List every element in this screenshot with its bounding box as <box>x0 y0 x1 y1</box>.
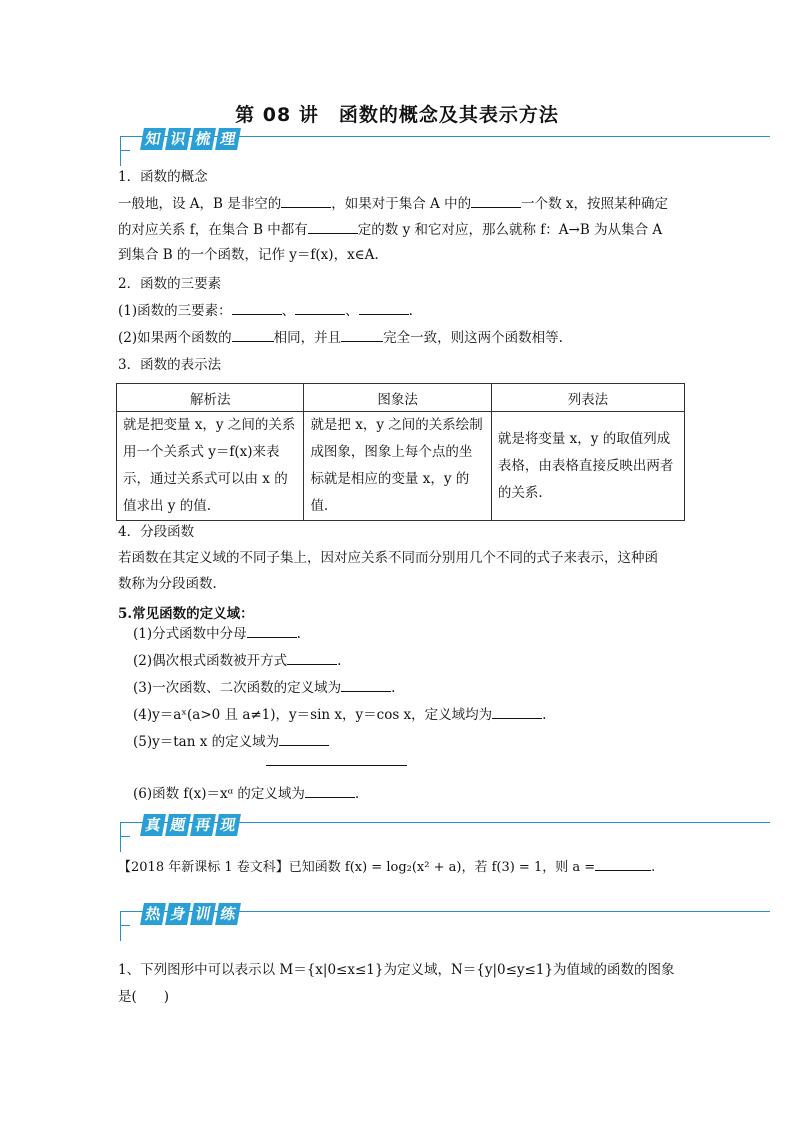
s5-item5: (5)y＝tan x 的定义域为 <box>133 731 329 752</box>
section-banner-knowledge <box>120 128 770 168</box>
s5-item4: (4)y＝aˣ(a>0 且 a≠1)，y＝sin x，y＝cos x，定义域均为 . <box>133 704 546 725</box>
blank <box>308 219 358 234</box>
s1-heading: 1．函数的概念 <box>118 169 208 185</box>
blank <box>279 731 329 746</box>
representation-table <box>116 383 685 521</box>
warmup-q1-line1: 1、下列图形中可以表示以 M＝{x|0≤x≤1}为定义域，N＝{y|0≤y≤1}为值域的函数的图象 <box>118 962 675 978</box>
s4-line1: 若函数在其定义域的不同子集上，因对应关系不同而分别用几个不同的式子来表示，这种函 <box>118 550 658 566</box>
table-row <box>117 412 685 521</box>
s2-heading: 2．函数的三要素 <box>118 276 222 292</box>
banner-char: 现 <box>215 814 241 836</box>
blank <box>595 856 651 871</box>
banner-char: 梳 <box>190 128 216 150</box>
blank <box>492 704 542 719</box>
s5-item1: (1)分式函数中分母 . <box>133 623 301 644</box>
page-title: 第 08 讲 函数的概念及其表示方法 <box>235 104 559 126</box>
s2-p2: (2)如果两个函数的 相同，并且 完全一致，则这两个函数相等. <box>118 327 563 348</box>
banner-char: 识 <box>165 128 191 150</box>
table-cell: 就是把 x，y 之间的关系绘制成图象，图象上每个点的坐标就是相应的变量 x，y 的值. <box>304 412 491 521</box>
blank <box>295 300 345 315</box>
section-banner-warmup <box>120 903 770 943</box>
banner-char: 训 <box>190 903 216 925</box>
banner-char: 练 <box>215 903 241 925</box>
banner-char: 知 <box>140 128 166 150</box>
banner-char: 再 <box>190 814 216 836</box>
blank <box>247 623 297 638</box>
table-header-row <box>117 384 685 412</box>
blank <box>281 193 331 208</box>
s4-line2: 数称为分段函数. <box>118 576 217 592</box>
exam-question: 【2018 年新课标 1 卷文科】已知函数 f(x) = log₂(x² + a)，若 f(3) = 1，则 a = . <box>118 856 655 878</box>
s5-item3: (3)一次函数、二次函数的定义域为 . <box>133 677 395 698</box>
s1-line2: 的对应关系 f，在集合 B 中都有 定的数 y 和它对应，那么就称 f：A→B 为从集合 A <box>118 219 662 240</box>
banner-char: 题 <box>165 814 191 836</box>
blank <box>232 300 282 315</box>
answer-line <box>266 765 407 766</box>
blank <box>232 327 274 342</box>
table-header: 列表法 <box>491 384 684 412</box>
table-cell: 就是将变量 x，y 的取值列成表格，由表格直接反映出两者的关系. <box>491 412 684 521</box>
section-banner-exam <box>120 814 770 854</box>
table-header: 图象法 <box>304 384 491 412</box>
blank <box>287 650 337 665</box>
banner-char: 理 <box>215 128 241 150</box>
blank <box>341 677 391 692</box>
blank <box>471 193 521 208</box>
blank <box>305 783 355 798</box>
s1-line1: 一般地，设 A，B 是非空的 ，如果对于集合 A 中的 一个数 x，按照某种确定 <box>118 193 668 214</box>
banner-char: 热 <box>140 903 166 925</box>
banner-char: 身 <box>165 903 191 925</box>
s5-heading: 5.常见函数的定义域： <box>118 606 254 622</box>
s5-item2: (2)偶次根式函数被开方式 . <box>133 650 341 671</box>
s2-p1: (1)函数的三要素： 、 、 . <box>118 300 413 321</box>
s3-heading: 3．函数的表示法 <box>118 357 222 373</box>
blank <box>341 327 383 342</box>
s1-line3: 到集合 B 的一个函数，记作 y＝f(x)，x∈A. <box>118 247 379 263</box>
banner-char: 真 <box>140 814 166 836</box>
warmup-q1-line2: 是( ) <box>118 989 170 1005</box>
table-header: 解析法 <box>117 384 304 412</box>
s4-heading: 4．分段函数 <box>118 524 195 540</box>
s5-item6: (6)函数 f(x)＝xᵅ 的定义域为 . <box>133 783 359 804</box>
table-cell: 就是把变量 x，y 之间的关系用一个关系式 y＝f(x)来表示，通过关系式可以由 x 的值求出 y 的值. <box>117 412 304 521</box>
blank <box>359 300 409 315</box>
